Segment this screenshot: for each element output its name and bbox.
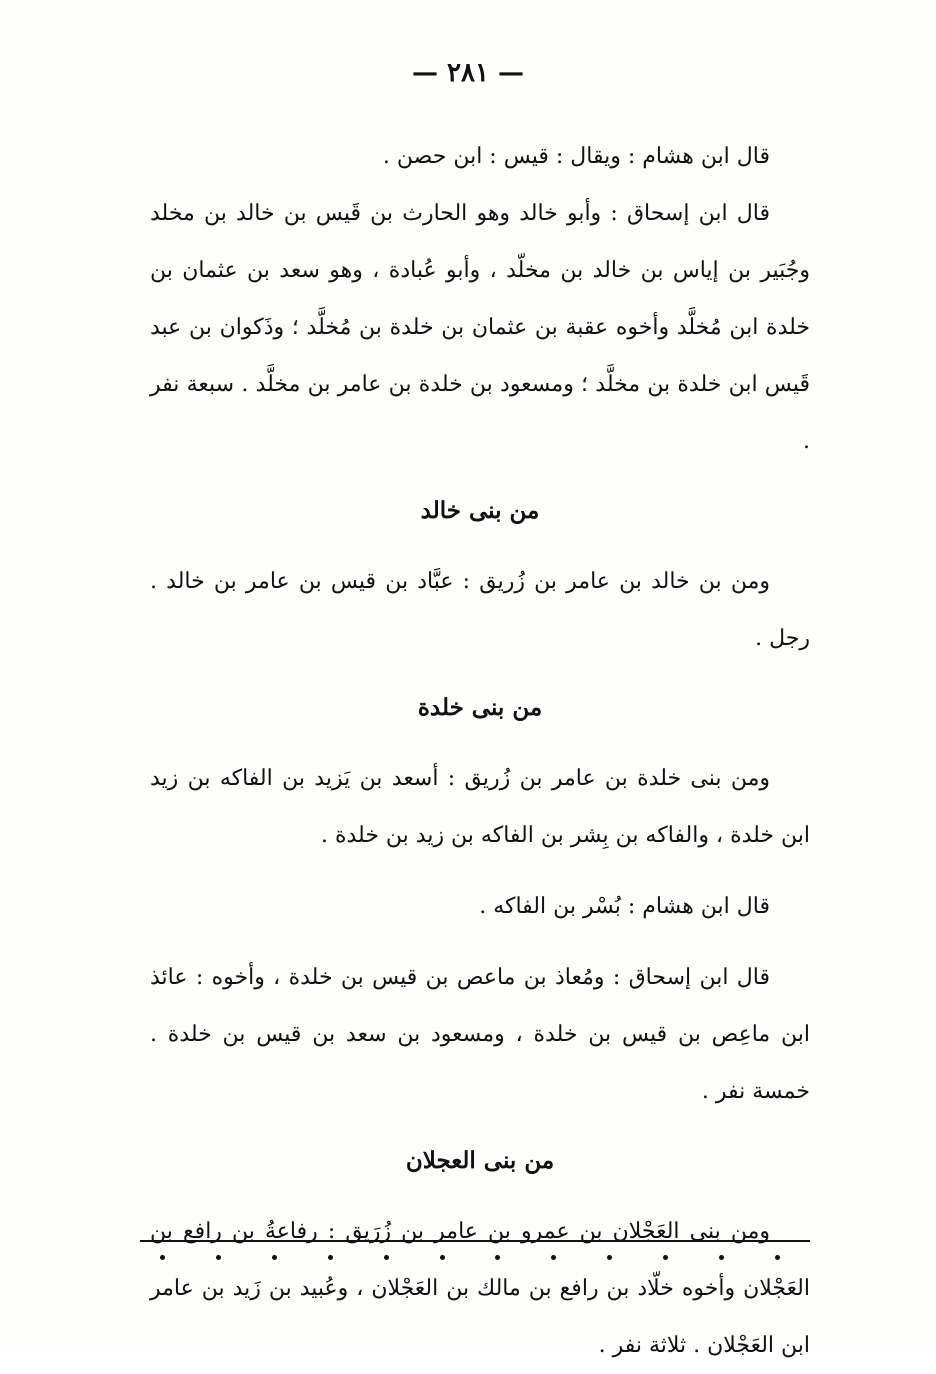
ornament-dot	[272, 1255, 277, 1260]
ornament-dot	[551, 1255, 556, 1260]
section-heading: من بنى العجلان	[405, 1147, 555, 1174]
ornament-dot	[495, 1255, 500, 1260]
paragraph: ومن بن خالد بن عامر بن زُريق : عبَّاد بن قيس بن عامر بن خالد . رجل .	[150, 569, 810, 651]
ornament-dot	[160, 1255, 165, 1260]
paragraph: ومن بنى العَجْلان بن عمرو بن عامر بن زُرَيق : رفاعةُ بن رافع بن العَجْلان وأخوه خلّاد بن رافع بن مالك بن العَجْلان ، وعُبيد بن زَيد بن عامر ابن العَجْلان . ثلاثة نفر .	[150, 1219, 810, 1358]
spacer	[150, 935, 810, 949]
spacer	[150, 864, 810, 878]
paragraph: ومن بنى خلدة بن عامر بن زُريق : أسعد بن يَزيد بن الفاكه بن زيد ابن خلدة ، والفاكه بن بِشر بن الفاكه بن زيد بن خلدة .	[150, 766, 810, 848]
ornament-dot	[216, 1255, 221, 1260]
paragraph: قال ابن إسحاق : وأبو خالد وهو الحارث بن قَيس بن خالد بن مخلد وجُبَير بن إياس بن خالد بن مخلّد ، وأبو عُبادة ، وهو سعد بن عثمان بن خلدة ابن مُخلَّد وأخوه عقبة بن عثمان بن خلدة بن مُخلَّد ؛ وذَكوان بن عبد قَيس ابن خلدة بن مخلَّد ؛ ومسعود بن خلدة بن عامر بن مخلَّد . سبعة نفر .	[150, 201, 810, 454]
page-number: — ٢٨١ —	[411, 58, 525, 88]
ornament-dot	[328, 1255, 333, 1260]
paragraph: قال ابن إسحاق : ومُعاذ بن ماعص بن قيس بن خلدة ، وأخوه : عائذ ابن ماعِص بن قيس بن خلدة ، ومسعود بن سعد بن قيس بن خلدة . خمسة نفر .	[150, 965, 810, 1104]
page-body	[150, 128, 810, 1374]
ornament-dot	[440, 1255, 445, 1260]
ornament-dot	[663, 1255, 668, 1260]
paragraph: قال ابن هشام : ويقال : قيس : ابن حصن .	[382, 144, 770, 169]
ornament-dot	[775, 1255, 780, 1260]
footnote-separator-rule	[140, 1240, 810, 1242]
ornament-dot	[607, 1255, 612, 1260]
ornament-dot	[384, 1255, 389, 1260]
ornament-dot	[719, 1255, 724, 1260]
section-heading: من بنى خالد	[420, 497, 540, 524]
paragraph: قال ابن هشام : بُسْر بن الفاكه .	[479, 894, 770, 919]
section-heading: من بنى خلدة	[417, 694, 543, 721]
ornamental-dot-row	[160, 1255, 780, 1260]
